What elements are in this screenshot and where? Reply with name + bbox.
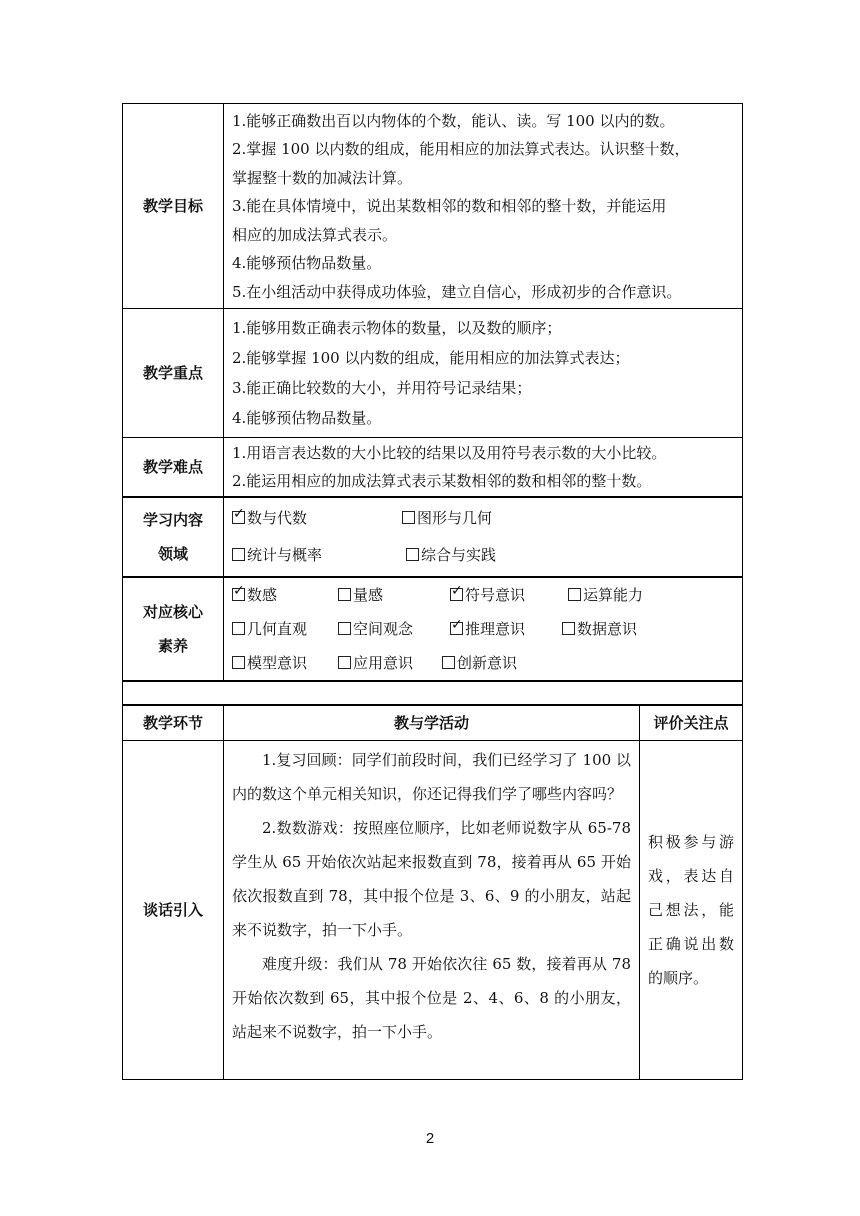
activity-paragraph: 1.复习回顾：同学们前段时间，我们已经学习了 100 以内的数这个单元相关知识，你还记得我们学了哪些内容吗？ [232, 751, 631, 803]
core-option-quantity-sense[interactable]: 量感 [338, 578, 450, 612]
domain-option-geometry[interactable]: 图形与几何 [402, 500, 492, 537]
key-points-label: 教学重点 [123, 309, 224, 438]
checked-box-icon [450, 588, 463, 601]
header-stage: 教学环节 [123, 706, 224, 741]
core-options [224, 577, 743, 681]
checkbox-icon [562, 622, 575, 635]
key-points-content [224, 309, 743, 438]
checkbox-icon [338, 622, 351, 635]
domain-row [123, 497, 743, 577]
domain-label-line1: 学习内容 [142, 511, 203, 529]
key-point-line: 3.能正确比较数的大小，并用符号记录结果； [232, 379, 532, 397]
goals-line: 5.在小组活动中获得成功体验，建立自信心，形成初步的合作意识。 [232, 282, 682, 301]
header-activities: 教与学活动 [224, 706, 640, 741]
core-option-geometric-intuition[interactable]: 几何直观 [232, 612, 338, 646]
domain-option-statistics[interactable]: 统计与概率 [232, 537, 406, 574]
core-label-line1: 对应核心 [142, 603, 203, 621]
overview-table [122, 103, 743, 706]
difficulties-content [224, 438, 743, 498]
core-option-data[interactable]: 数据意识 [562, 612, 637, 646]
checkbox-icon [338, 656, 351, 669]
difficulty-line: 2.能运用相应的加成法算式表示某数相邻的数和相邻的整十数。 [232, 472, 652, 490]
header-evaluation: 评价关注点 [640, 706, 743, 741]
core-label-line2: 素养 [157, 637, 188, 655]
key-point-line: 4.能够预估物品数量。 [232, 409, 382, 427]
domain-label-line2: 领域 [157, 545, 188, 563]
goals-label: 教学目标 [123, 104, 224, 309]
goals-line: 2.掌握 100 以内数的组成，能用相应的加法算式表达。认识整十数， [232, 140, 690, 159]
checked-box-icon [450, 622, 463, 635]
domain-options [224, 497, 743, 577]
domain-option-algebra[interactable]: ✓数与代数 [232, 500, 402, 537]
goals-line: 掌握整十数的加减法计算。 [232, 168, 413, 187]
checkbox-icon [402, 511, 415, 524]
core-option-spatial[interactable]: 空间观念 [338, 612, 450, 646]
stage-label: 谈话引入 [123, 741, 224, 1080]
domain-label [123, 497, 224, 577]
core-option-number-sense[interactable]: ✓数感 [232, 578, 338, 612]
checkbox-icon [232, 622, 245, 635]
checkbox-icon [232, 656, 245, 669]
difficulties-label: 教学难点 [123, 438, 224, 498]
spacer-row [123, 681, 743, 705]
checkbox-icon [568, 588, 581, 601]
domain-option-practice[interactable]: 综合与实践 [406, 537, 496, 574]
checkbox-icon [232, 548, 245, 561]
process-header-row [123, 706, 743, 741]
activity-paragraph: 难度升级：我们从 78 开始依次往 65 数，接着再从 78 开始依次数到 65，其中报个位是 2、4、6、8 的小朋友，站起来不说数字，拍一下小手。 [232, 955, 631, 1041]
goals-row [123, 104, 743, 309]
checkbox-icon [442, 656, 455, 669]
core-option-application[interactable]: 应用意识 [338, 646, 442, 680]
key-points-row [123, 309, 743, 438]
checked-box-icon [232, 511, 245, 524]
difficulty-line: 1.用语言表达数的大小比较的结果以及用符号表示数的大小比较。 [232, 444, 667, 462]
key-point-line: 1.能够用数正确表示物体的数量，以及数的顺序； [232, 319, 562, 337]
goals-line: 3.能在具体情境中，说出某数相邻的数和相邻的整十数，并能运用 [232, 197, 667, 216]
core-option-symbol[interactable]: ✓ 符号意识 [450, 578, 568, 612]
core-option-reasoning[interactable]: ✓ 推理意识 [450, 612, 562, 646]
process-intro-row [123, 741, 743, 1080]
checkbox-icon [406, 548, 419, 561]
checked-box-icon [232, 588, 245, 601]
goals-line: 1.能够正确数出百以内物体的个数，能认、读。写 100 以内的数。 [232, 111, 675, 130]
goals-content [224, 104, 743, 309]
activity-paragraph: 2.数数游戏：按照座位顺序，比如老师说数字从 65-78 学生从 65 开始依次站起来报数直到 78，接着再从 65 开始依次报数直到 78，其中报个位是 3、6、9 的小朋友，站起来不说数字，拍一下小手。 [232, 819, 631, 939]
empty-spacer-cell [123, 681, 743, 705]
core-label [123, 577, 224, 681]
core-option-modeling[interactable]: 模型意识 [232, 646, 338, 680]
page-number: 2 [425, 1130, 435, 1147]
goals-line: 4.能够预估物品数量。 [232, 254, 382, 273]
process-table [122, 705, 743, 1080]
difficulties-row [123, 438, 743, 498]
core-option-computation[interactable]: 运算能力 [568, 578, 643, 612]
activities-cell [224, 741, 640, 1080]
evaluation-cell: 积极参与游戏，表达自己想法，能正确说出数的顺序。 [640, 741, 743, 1080]
goals-line: 相应的加成法算式表示。 [232, 225, 398, 244]
key-point-line: 2.能够掌握 100 以内数的组成，能用相应的加法算式表达； [232, 349, 630, 367]
checkbox-icon [338, 588, 351, 601]
core-row [123, 577, 743, 681]
core-option-innovation[interactable]: 创新意识 [442, 646, 517, 680]
